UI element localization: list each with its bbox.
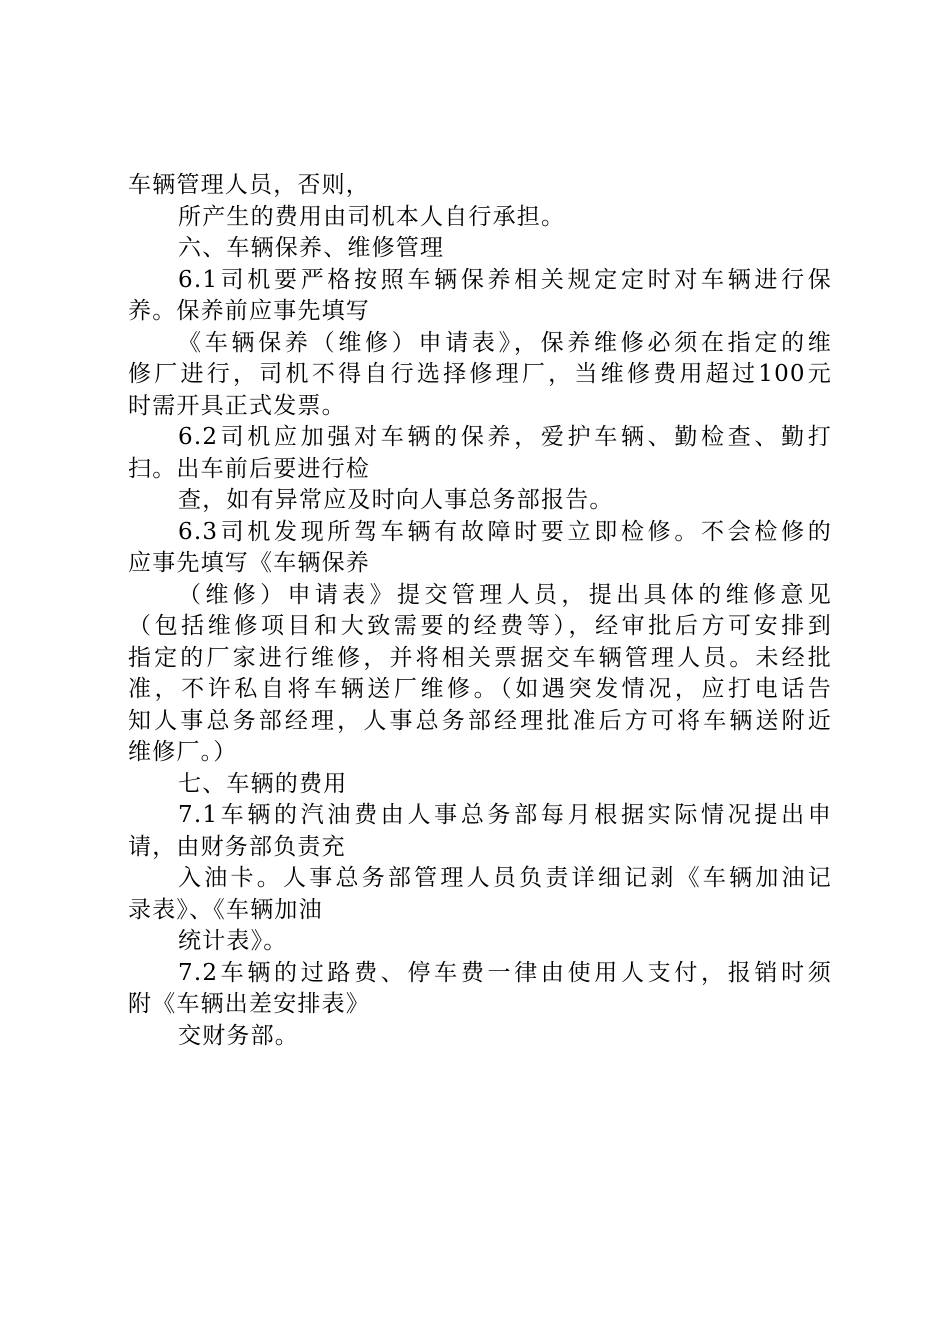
text-line: 修厂进行，司机不得自行选择修理厂，当维修费用超过100元 — [128, 361, 832, 387]
text-line: 录表》、《车辆加油 — [128, 896, 323, 923]
text-line: 养。保养前应事先填写 — [128, 298, 370, 324]
text-line: 车辆管理人员，否则， — [128, 172, 370, 198]
text-line: 交财务部。 — [178, 1022, 299, 1049]
document-body — [128, 170, 832, 1052]
text-line: 知人事总务部经理，人事总务部经理批准后方可将车辆送附近 — [128, 707, 832, 734]
text-line: 请，由财务部负责充 — [128, 833, 346, 860]
text-line: 6.2司机应加强对车辆的保养，爱护车辆、勤检查、勤打 — [178, 424, 832, 450]
text-line: 所产生的费用由司机本人自行承担。 — [178, 203, 566, 230]
text-line: 附《车辆出差安排表》 — [128, 991, 370, 1017]
text-line: 7.1车辆的汽油费由人事总务部每月根据实际情况提出申 — [178, 802, 832, 828]
text-line: 6.1司机要严格按照车辆保养相关规定定时对车辆进行保 — [178, 266, 832, 293]
text-line: （维修）申请表》提交管理人员，提出具体的维修意见 — [178, 581, 832, 608]
text-line: 六、车辆保养、维修管理 — [178, 235, 445, 261]
text-line: 入油卡。人事总务部管理人员负责详细记剥《车辆加油记 — [178, 865, 832, 891]
text-line: （包括维修项目和大致需要的经费等），经审批后方可安排到 — [128, 613, 832, 639]
text-line: 查，如有异常应及时向人事总务部报告。 — [178, 487, 614, 513]
text-line: 时需开具正式发票。 — [128, 392, 346, 419]
text-line: 七、车辆的费用 — [178, 770, 348, 797]
text-line: 6.3司机发现所驾车辆有故障时要立即检修。不会检修的 — [178, 518, 832, 545]
text-line: 7.2车辆的过路费、停车费一律由使用人支付，报销时须 — [178, 959, 832, 986]
text-line: 《车辆保养（维修）申请表》，保养维修必须在指定的维 — [178, 329, 832, 356]
text-line: 应事先填写《车辆保养 — [128, 550, 370, 576]
text-line: 维修厂。） — [128, 739, 238, 765]
text-line: 扫。出车前后要进行检 — [128, 455, 370, 482]
text-line: 指定的厂家进行维修，并将相关票据交车辆管理人员。未经批 — [128, 644, 832, 671]
text-line: 准，不许私自将车辆送厂维修。（如遇突发情况，应打电话告 — [128, 676, 832, 702]
text-line: 统计表》。 — [178, 928, 288, 954]
